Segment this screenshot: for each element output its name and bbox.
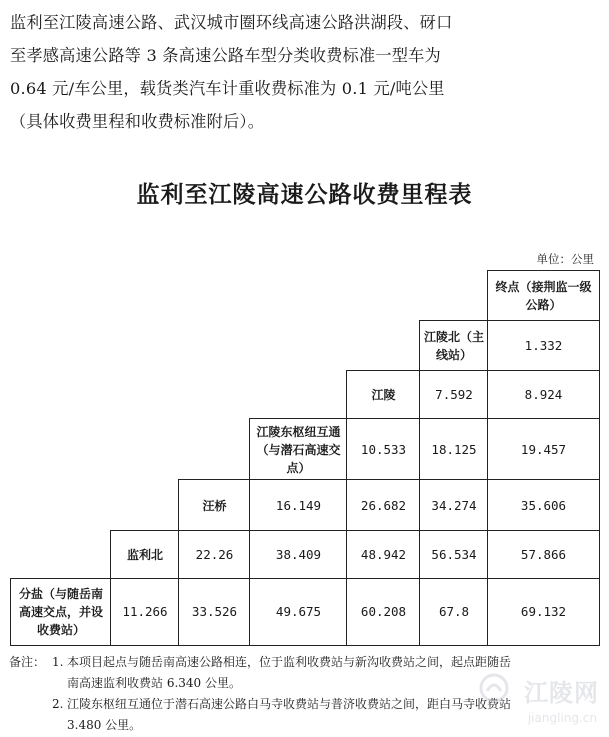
distance-cell: 8.924 <box>487 370 600 419</box>
station-label: 分盐（与随岳南高速交点，并设收费站） <box>10 578 111 646</box>
distance-cell: 22.26 <box>178 530 250 579</box>
station-label: 江陵 <box>346 370 420 419</box>
station-label: 监利北 <box>110 530 179 579</box>
distance-cell: 56.534 <box>419 530 488 579</box>
intro-paragraph <box>10 6 600 138</box>
intro-line: （具体收费里程和收费标准附后）。 <box>10 112 265 131</box>
note-number: 1. <box>52 655 64 669</box>
distance-cell: 1.332 <box>487 320 600 371</box>
distance-cell: 10.533 <box>346 418 420 480</box>
note-number: 2. <box>52 697 64 711</box>
station-label: 江陵北（主线站） <box>419 320 488 371</box>
intro-line: 监利至江陵高速公路、武汉城市圈环线高速公路洪湖段、砑口 <box>10 13 453 32</box>
distance-cell: 69.132 <box>487 578 600 646</box>
notes-prefix: 备注： <box>9 655 46 669</box>
station-label: 汪桥 <box>178 479 250 531</box>
distance-cell: 48.942 <box>346 530 420 579</box>
watermark-icon <box>479 673 509 703</box>
distance-cell: 26.682 <box>346 479 420 531</box>
distance-cell: 67.8 <box>419 578 488 646</box>
distance-cell: 60.208 <box>346 578 420 646</box>
intro-line: 至孝感高速公路等 3 条高速公路车型分类收费标准一型车为 <box>10 46 441 65</box>
watermark-logo <box>479 671 599 727</box>
watermark-text: 江陵网 <box>524 679 599 707</box>
distance-cell: 7.592 <box>419 370 488 419</box>
distance-cell: 33.526 <box>178 578 250 646</box>
distance-cell: 49.675 <box>249 578 347 646</box>
distance-cell: 34.274 <box>419 479 488 531</box>
station-label: 江陵东枢纽互通（与潜石高速交点） <box>249 418 347 480</box>
watermark-url: jiangling.cn <box>527 711 597 725</box>
station-label: 终点（接荆监一级公路） <box>487 270 600 321</box>
note-text: 本项目起点与随岳南高速公路相连，位于监利收费站与新沟收费站之间，起点距随岳 <box>67 655 512 669</box>
distance-cell: 16.149 <box>249 479 347 531</box>
table-title: 监利至江陵高速公路收费里程表 <box>136 182 473 208</box>
intro-line: 0.64 元/车公里，载货类汽车计重收费标准为 0.1 元/吨公里 <box>10 79 445 98</box>
distance-cell: 35.606 <box>487 479 600 531</box>
distance-cell: 19.457 <box>487 418 600 480</box>
distance-cell: 38.409 <box>249 530 347 579</box>
note-text: 江陵东枢纽互通位于潜石高速公路白马寺收费站与普济收费站之间，距白马寺收费站 <box>67 697 512 711</box>
note-text: 南高速监利收费站 6.340 公里。 <box>67 676 241 690</box>
distance-cell: 57.866 <box>487 530 600 579</box>
distance-cell: 11.266 <box>110 578 179 646</box>
unit-label: 单位：公里 <box>536 252 594 266</box>
note-text: 3.480 公里。 <box>67 718 142 732</box>
distance-cell: 18.125 <box>419 418 488 480</box>
